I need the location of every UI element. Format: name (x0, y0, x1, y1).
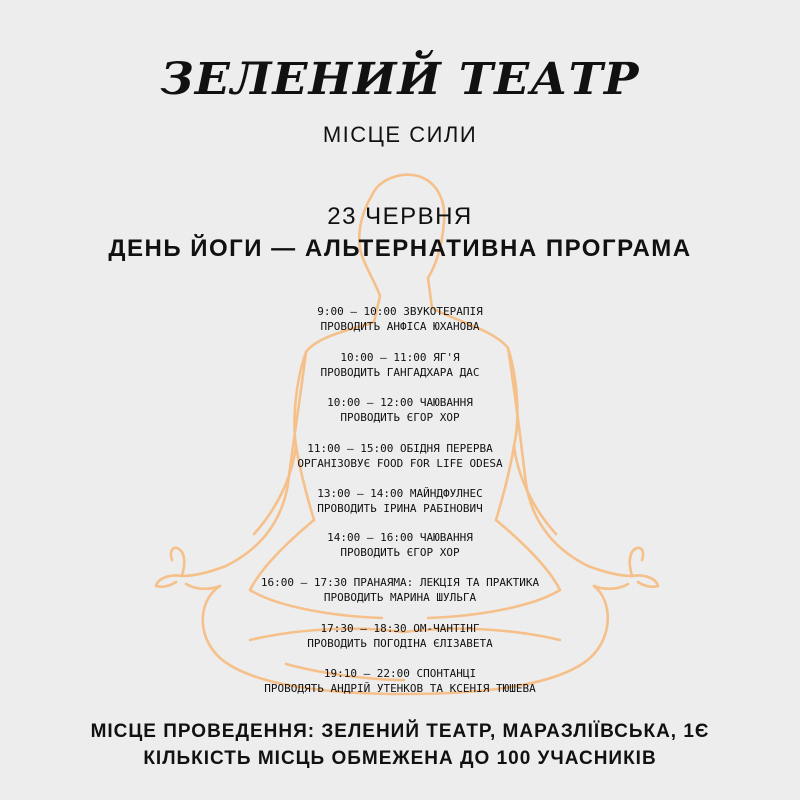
capacity-info: КІЛЬКІСТЬ МІСЦЬ ОБМЕЖЕНА ДО 100 УЧАСНИКІВ (143, 748, 657, 769)
schedule-item (0, 395, 800, 425)
schedule-host: ПРОВОДИТЬ МАРИНА ШУЛЬГА (323, 591, 477, 604)
schedule-time-title: 9:00 – 10:00 ЗВУКОТЕРАПІЯ (317, 305, 483, 318)
event-title: ДЕНЬ ЙОГИ — АЛЬТЕРНАТИВНА ПРОГРАМА (108, 235, 692, 262)
schedule-item (0, 666, 800, 696)
schedule-host: ПРОВОДИТЬ ГАНГАДХАРА ДАС (320, 366, 480, 379)
schedule-time-title: 19:10 – 22:00 СПОНТАНЦІ (323, 667, 477, 680)
schedule-host: ПРОВОДИТЬ ПОГОДІНА ЄЛІЗАВЕТА (307, 637, 493, 650)
schedule-host: ПРОВОДИТЬ ЄГОР ХОР (340, 411, 460, 424)
schedule-time-title: 10:00 – 12:00 ЧАЮВАННЯ (327, 396, 473, 409)
schedule-time-title: 14:00 – 16:00 ЧАЮВАННЯ (327, 531, 473, 544)
schedule-item (0, 621, 800, 651)
schedule-item (0, 575, 800, 605)
schedule-item (0, 304, 800, 334)
schedule-host: ПРОВОДИТЬ АНФІСА ЮХАНОВА (320, 320, 480, 333)
brand-title: ЗЕЛЕНИЙ ТЕАТР (160, 53, 640, 105)
schedule-host: ПРОВОДИТЬ ЄГОР ХОР (340, 546, 460, 559)
schedule-host: ПРОВОДЯТЬ АНДРІЙ УТЕНКОВ ТА КСЕНІЯ ТЮШЕВА (264, 682, 536, 695)
schedule-time-title: 17:30 – 18:30 ОМ-ЧАНТІНГ (320, 622, 480, 635)
schedule-time-title: 13:00 – 14:00 МАЙНДФУЛНЕС (317, 487, 483, 500)
schedule-host: ОРГАНІЗОВУЄ FOOD FOR LIFE ODESA (297, 457, 503, 470)
schedule-time-title: 16:00 – 17:30 ПРАНАЯМА: ЛЕКЦІЯ ТА ПРАКТИКА (260, 576, 540, 589)
schedule-host: ПРОВОДИТЬ ІРИНА РАБІНОВИЧ (317, 502, 483, 515)
venue-info: МІСЦЕ ПРОВЕДЕННЯ: ЗЕЛЕНИЙ ТЕАТР, МАРАЗЛІЇВСЬКА, 1Є (90, 721, 710, 742)
brand-subtitle: МІСЦЕ СИЛИ (322, 122, 478, 147)
schedule-item (0, 486, 800, 516)
schedule-time-title: 10:00 – 11:00 ЯГ'Я (340, 351, 460, 364)
event-date: 23 ЧЕРВНЯ (327, 203, 473, 230)
schedule-item (0, 350, 800, 380)
schedule-item (0, 530, 800, 560)
schedule-item (0, 441, 800, 471)
schedule-time-title: 11:00 – 15:00 ОБІДНЯ ПЕРЕРВА (307, 442, 493, 455)
